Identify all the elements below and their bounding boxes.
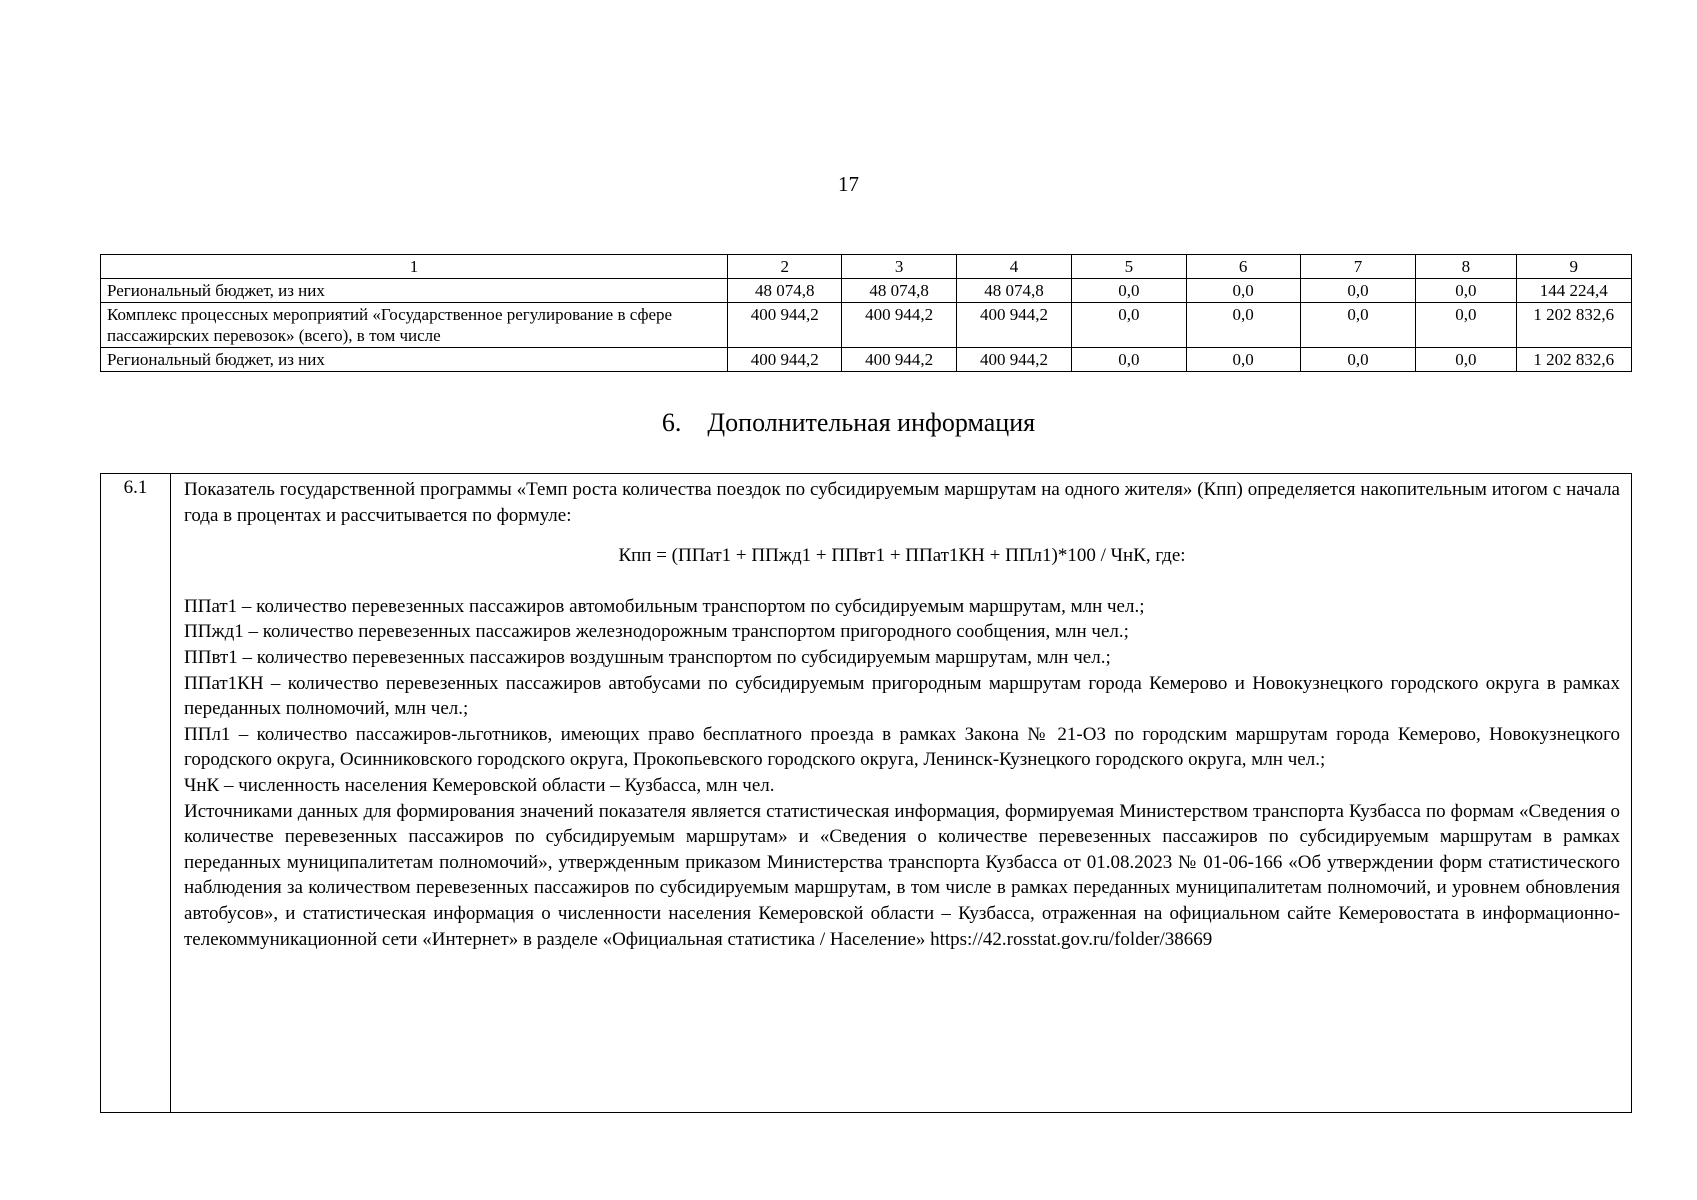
table-row [101,348,1632,372]
definition-item: ППвт1 – количество перевезенных пассажиров воздушным транспортом по субсидируемым маршрутам, млн чел.; [184,646,1111,668]
table-cell: 400 944,2 [956,348,1071,372]
table-cell: 400 944,2 [842,348,956,372]
table-header-cell: 9 [1516,255,1631,279]
data-sources-paragraph: Источниками данных для формирования значений показателя является статистическая информация, формируемая Министерством транспорта Кузбасса по формам «Сведения о количестве перевезенных пассажиров по субсидируемым маршрутам» и «Сведения о количестве перевезенных пассажиров по субсидируемым маршрутам в рамках переданных муниципалитетам полномочий», утвержденным приказом Министерства транспорта Кузбасса от 01.08.2023 № 01-06-166 «Об утверждении форм статистического наблюдения за количеством перевезенных пассажиров по субсидируемым маршрутам, в том числе в рамках переданных муниципалитетам полномочий, и уровнем обновления автобусов», и статистическая информация о численности населения Кемеровской области – Кузбасса, отраженная на официальном сайте Кемеровостата в информационно-телекоммуникационной сети «Интернет» в разделе «Официальная статистика / Население» https://42.rosstat.gov.ru/folder/38669 [184,800,1620,950]
additional-info-table [100,473,1632,1113]
table-header-row [101,255,1632,279]
table-cell: 1 202 832,6 [1516,348,1631,372]
table-cell: 0,0 [1300,279,1415,303]
table-header-cell: 8 [1416,255,1516,279]
budget-table [100,254,1632,372]
table-row [101,279,1632,303]
table-header-cell: 3 [842,255,956,279]
table-cell: 48 074,8 [728,279,842,303]
table-cell: 0,0 [1416,303,1516,348]
info-item-content [184,477,1620,952]
table-cell: 0,0 [1416,348,1516,372]
row-label: Региональный бюджет, из них [101,348,728,372]
info-item-number: 6.1 [101,474,171,1112]
table-cell: 48 074,8 [842,279,956,303]
table-cell: 144 224,4 [1516,279,1631,303]
definition-item: ППат1 – количество перевезенных пассажиров автомобильным транспортом по субсидируемым маршрутам, млн чел.; [184,595,1145,617]
table-cell: 400 944,2 [728,303,842,348]
table-cell: 0,0 [1072,303,1186,348]
table-cell: 400 944,2 [728,348,842,372]
definition-item: ППжд1 – количество перевезенных пассажиров железнодорожным транспортом пригородного сообщения, млн чел.; [184,621,1129,643]
table-cell: 0,0 [1300,348,1415,372]
table-cell: 0,0 [1186,348,1300,372]
row-label: Комплекс процессных мероприятий «Государственное регулирование в сфере пассажирских перевозок» (всего), в том числе [101,303,728,348]
indicator-intro: Показатель государственной программы «Темп роста количества поездок по субсидируемым маршрутам на одного жителя» (Кпп) определяется накопительным итогом с начала года в процентах и рассчитывается по формуле: [184,479,1620,526]
table-row [101,303,1632,348]
definition-item: ППат1КН – количество перевезенных пассажиров автобусами по субсидируемым пригородным маршрутам города Кемерово и Новокузнецкого городского округа в рамках переданных полномочий, млн чел.; [184,672,1620,720]
indicator-formula: Кпп = (ППат1 + ППжд1 + ППвт1 + ППат1КН + ППл1)*100 / ЧнК, где: [618,545,1186,567]
section-number: 6. [661,408,682,437]
table-cell: 0,0 [1186,279,1300,303]
definition-item: ППл1 – количество пассажиров-льготников, имеющих право бесплатного проезда в рамках Закона № 21-ОЗ по городским маршрутам города Кемерово, Новокузнецкого городского округа, Осинниковского городского округа, Прокопьевского городского округа, Ленинск-Кузнецкого городского округа, млн чел.; [184,723,1620,771]
table-header-cell: 5 [1072,255,1186,279]
section-title: Дополнительная информация [707,408,1036,437]
table-cell: 0,0 [1300,303,1415,348]
table-cell: 0,0 [1072,348,1186,372]
table-cell: 400 944,2 [956,303,1071,348]
table-cell: 0,0 [1072,279,1186,303]
table-cell: 1 202 832,6 [1516,303,1631,348]
page-number: 17 [838,172,859,196]
table-cell: 0,0 [1416,279,1516,303]
table-cell: 0,0 [1186,303,1300,348]
table-header-cell: 2 [728,255,842,279]
table-cell: 400 944,2 [842,303,956,348]
table-header-cell: 4 [956,255,1071,279]
row-label: Региональный бюджет, из них [101,279,728,303]
section-heading [0,408,1697,438]
table-header-cell: 7 [1300,255,1415,279]
table-header-cell: 6 [1186,255,1300,279]
table-header-cell: 1 [101,255,728,279]
definition-item: ЧнК – численность населения Кемеровской области – Кузбасса, млн чел. [184,774,775,796]
table-cell: 48 074,8 [956,279,1071,303]
